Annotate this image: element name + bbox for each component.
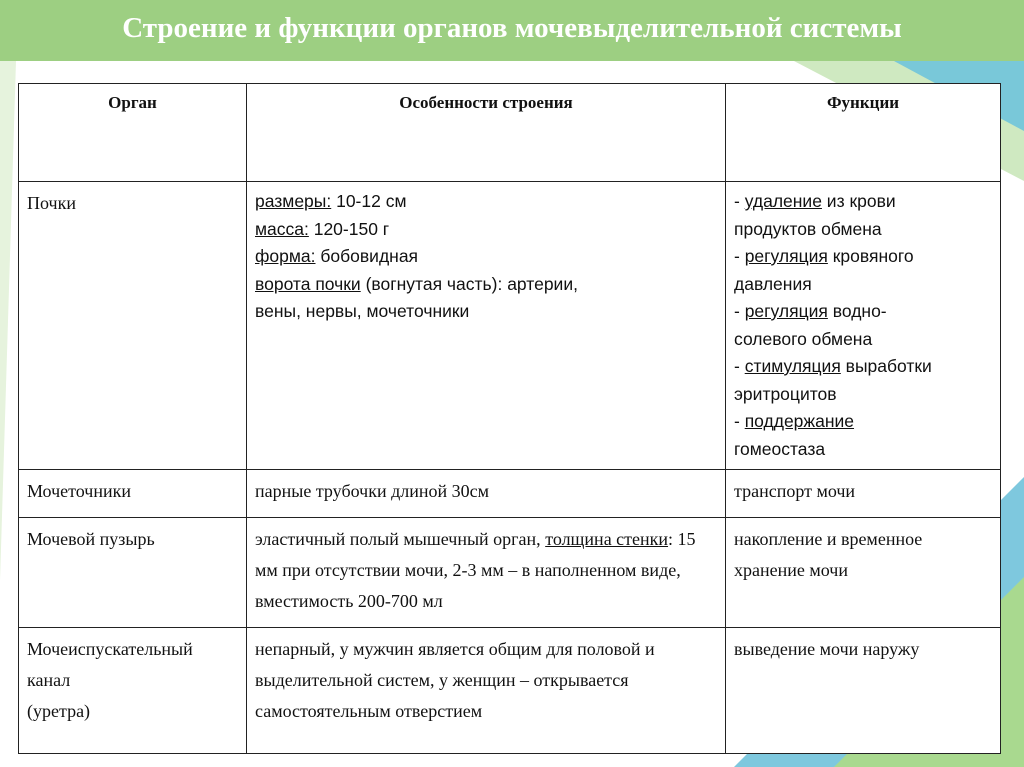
header-functions: Функции [726, 84, 1001, 182]
decor-left-stripe [0, 61, 16, 581]
cell-structure: непарный, у мужчин является общим для половой и выделительной систем, у женщин – открывается самостоятельным отверстием [247, 628, 726, 754]
cell-functions: транспорт мочи [726, 470, 1001, 518]
function-line: - регуляция водно- [734, 301, 887, 321]
cell-organ: Мочеточники [19, 470, 247, 518]
function-line: - поддержание [734, 411, 855, 431]
cell-organ: Мочеиспускательный канал (уретра) [19, 628, 247, 754]
cell-functions: накопление и временное хранение мочи [726, 518, 1001, 628]
structure-line: форма: бобовидная [255, 246, 419, 266]
cell-structure: эластичный полый мышечный орган, толщина стенки: 15 мм при отсутствии мочи, 2-3 мм – в наполненном виде, вместимость 200-700 мл [247, 518, 726, 628]
cell-functions [726, 182, 1001, 470]
cell-organ: Мочевой пузырь [19, 518, 247, 628]
structure-line: вены, нервы, мочеточники [255, 301, 470, 321]
function-line: - стимуляция выработки [734, 356, 932, 376]
structure-line: размеры: 10-12 см [255, 191, 407, 211]
header-organ: Орган [19, 84, 247, 182]
structure-line: ворота почки (вогнутая часть): артерии, [255, 273, 578, 294]
table-row-ureters [19, 470, 1001, 518]
table-row-kidneys [19, 182, 1001, 470]
function-line: давления [734, 273, 812, 294]
organ-table [18, 83, 1001, 754]
function-line: эритроцитов [734, 383, 837, 404]
function-line: гомеостаза [734, 438, 826, 459]
cell-organ: Почки [19, 182, 247, 470]
cell-functions: выведение мочи наружу [726, 628, 1001, 754]
function-line: - регуляция кровяного [734, 246, 914, 266]
structure-line: масса: 120-150 г [255, 218, 390, 239]
slide-title: Строение и функции органов мочевыделительной системы [122, 12, 902, 44]
function-line: продуктов обмена [734, 218, 882, 239]
cell-structure: парные трубочки длиной 30см [247, 470, 726, 518]
table-header-row [19, 84, 1001, 182]
table-row-urethra [19, 628, 1001, 754]
table-row-bladder [19, 518, 1001, 628]
header-structure: Особенности строения [247, 84, 726, 182]
cell-structure [247, 182, 726, 470]
function-line: - удаление из крови [734, 191, 896, 211]
function-line: солевого обмена [734, 328, 873, 349]
